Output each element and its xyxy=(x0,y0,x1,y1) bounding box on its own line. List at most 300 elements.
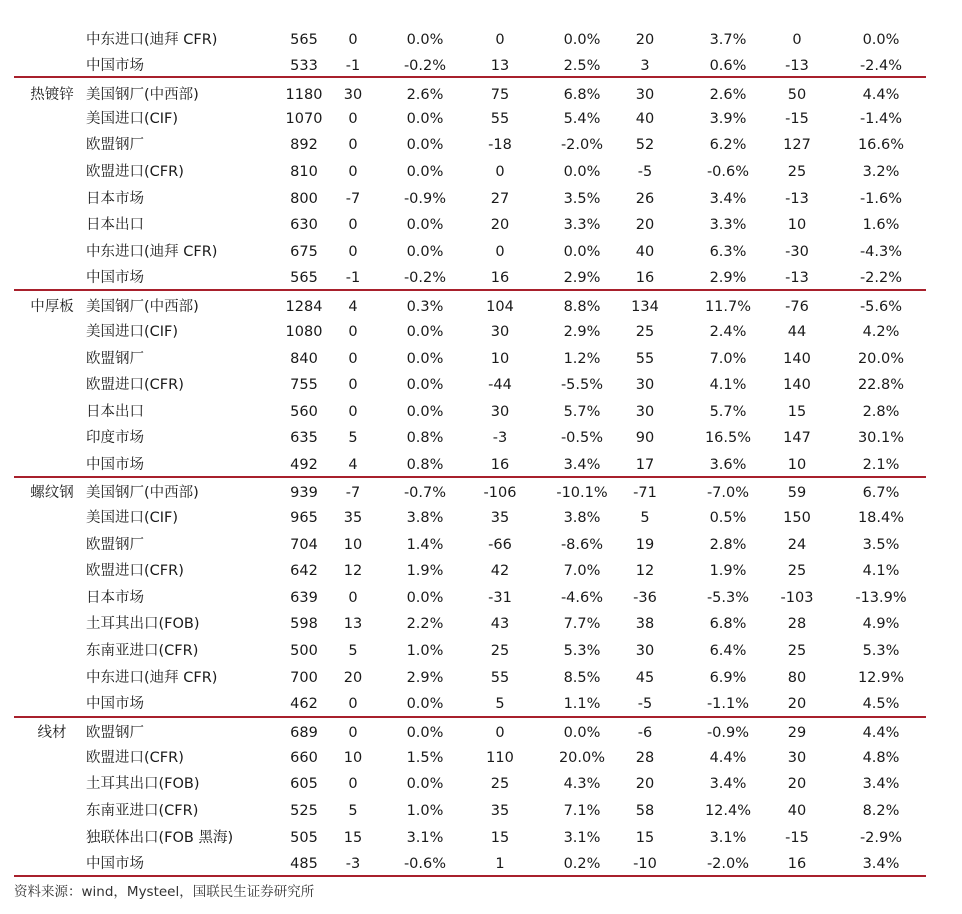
value-cell: 5 xyxy=(348,430,358,446)
value-cell: 45 xyxy=(635,670,655,686)
value-cell: -4.6% xyxy=(560,590,604,606)
value-cell: 810 xyxy=(290,164,318,180)
value-cell: 2.8% xyxy=(862,404,900,420)
value-cell: -66 xyxy=(488,537,512,553)
value-cell: 30 xyxy=(787,750,807,766)
value-cell: 0.0% xyxy=(406,404,444,420)
value-cell: 689 xyxy=(290,725,318,741)
table-row xyxy=(14,532,926,558)
table-row xyxy=(14,425,926,451)
value-cell: -0.2% xyxy=(403,58,447,74)
value-cell: 6.9% xyxy=(709,670,747,686)
value-cell: 7.1% xyxy=(563,803,601,819)
value-cell: 939 xyxy=(290,485,318,501)
value-cell: -5 xyxy=(637,164,653,180)
value-cell: 30 xyxy=(343,87,363,103)
value-cell: 5.7% xyxy=(563,404,601,420)
value-cell: 134 xyxy=(631,299,659,315)
value-cell: -71 xyxy=(633,485,657,501)
value-cell: 6.8% xyxy=(563,87,601,103)
value-cell: 40 xyxy=(635,111,655,127)
value-cell: 0.0% xyxy=(406,324,444,340)
value-cell: 6.3% xyxy=(709,244,747,260)
value-cell: -13 xyxy=(785,191,809,207)
value-cell: 0 xyxy=(348,32,358,48)
value-cell: 4.8% xyxy=(862,750,900,766)
value-cell: 2.9% xyxy=(709,270,747,286)
value-cell: 0 xyxy=(348,137,358,153)
category-label: 热镀锌 xyxy=(30,87,74,103)
value-cell: 0 xyxy=(348,776,358,792)
table-row xyxy=(14,452,926,478)
value-cell: 3.1% xyxy=(563,830,601,846)
value-cell: 35 xyxy=(490,510,510,526)
value-cell: 500 xyxy=(290,643,318,659)
category-label: 线材 xyxy=(37,725,67,741)
market-name: 欧盟进口(CFR) xyxy=(86,563,184,579)
value-cell: 4 xyxy=(348,299,358,315)
value-cell: 104 xyxy=(486,299,514,315)
table-row xyxy=(14,319,926,345)
value-cell: 4.4% xyxy=(709,750,747,766)
value-cell: 0 xyxy=(348,377,358,393)
value-cell: 4.1% xyxy=(862,563,900,579)
value-cell: -8.6% xyxy=(560,537,604,553)
table-row xyxy=(14,611,926,637)
value-cell: 0 xyxy=(348,590,358,606)
table-row xyxy=(14,159,926,185)
value-cell: 13 xyxy=(343,616,363,632)
value-cell: 12.9% xyxy=(857,670,905,686)
value-cell: -106 xyxy=(483,485,517,501)
value-cell: 2.2% xyxy=(406,616,444,632)
table-row xyxy=(14,82,926,108)
value-cell: 892 xyxy=(290,137,318,153)
value-cell: 630 xyxy=(290,217,318,233)
value-cell: 10 xyxy=(490,351,510,367)
value-cell: -1.4% xyxy=(859,111,903,127)
market-name: 欧盟进口(CFR) xyxy=(86,377,184,393)
value-cell: 16.5% xyxy=(704,430,752,446)
value-cell: 4.5% xyxy=(862,696,900,712)
value-cell: 1.4% xyxy=(406,537,444,553)
value-cell: -1 xyxy=(345,58,361,74)
market-name: 欧盟钢厂 xyxy=(86,725,144,741)
value-cell: 0 xyxy=(348,725,358,741)
market-name: 美国进口(CIF) xyxy=(86,510,179,526)
value-cell: 565 xyxy=(290,32,318,48)
value-cell: 3.4% xyxy=(862,856,900,872)
value-cell: 58 xyxy=(635,803,655,819)
value-cell: 533 xyxy=(290,58,318,74)
market-name: 日本市场 xyxy=(86,191,144,207)
value-cell: 127 xyxy=(783,137,811,153)
value-cell: 605 xyxy=(290,776,318,792)
table-row xyxy=(14,186,926,212)
market-name: 土耳其出口(FOB) xyxy=(86,776,200,792)
value-cell: -13 xyxy=(785,58,809,74)
market-name: 中国市场 xyxy=(86,457,144,473)
value-cell: -5 xyxy=(637,696,653,712)
value-cell: -103 xyxy=(780,590,814,606)
market-name: 欧盟钢厂 xyxy=(86,351,144,367)
table-row xyxy=(14,212,926,238)
value-cell: -0.2% xyxy=(403,270,447,286)
value-cell: 25 xyxy=(787,563,807,579)
value-cell: 1.5% xyxy=(406,750,444,766)
value-cell: 3.2% xyxy=(862,164,900,180)
table-row xyxy=(14,771,926,797)
value-cell: 0.0% xyxy=(862,32,900,48)
value-cell: 0.0% xyxy=(406,696,444,712)
value-cell: 639 xyxy=(290,590,318,606)
table-row xyxy=(14,585,926,611)
table-row xyxy=(14,346,926,372)
value-cell: 35 xyxy=(490,803,510,819)
source-note: 资料来源：wind，Mysteel，国联民生证券研究所 xyxy=(14,884,315,900)
value-cell: -5.3% xyxy=(706,590,750,606)
value-cell: 2.9% xyxy=(563,270,601,286)
value-cell: 20.0% xyxy=(857,351,905,367)
value-cell: 10 xyxy=(343,750,363,766)
value-cell: 30 xyxy=(635,377,655,393)
value-cell: 8.2% xyxy=(862,803,900,819)
value-cell: 2.8% xyxy=(709,537,747,553)
value-cell: 642 xyxy=(290,563,318,579)
value-cell: 0 xyxy=(348,696,358,712)
value-cell: 560 xyxy=(290,404,318,420)
value-cell: 5.3% xyxy=(563,643,601,659)
value-cell: 15 xyxy=(635,830,655,846)
value-cell: 0 xyxy=(348,111,358,127)
value-cell: 52 xyxy=(635,137,655,153)
value-cell: 2.6% xyxy=(709,87,747,103)
value-cell: -2.0% xyxy=(560,137,604,153)
value-cell: 0.0% xyxy=(406,217,444,233)
value-cell: 3.7% xyxy=(709,32,747,48)
value-cell: 26 xyxy=(635,191,655,207)
value-cell: 0 xyxy=(348,164,358,180)
value-cell: 3.5% xyxy=(563,191,601,207)
value-cell: -31 xyxy=(488,590,512,606)
value-cell: 10 xyxy=(787,457,807,473)
value-cell: -2.0% xyxy=(706,856,750,872)
value-cell: -4.3% xyxy=(859,244,903,260)
value-cell: 44 xyxy=(787,324,807,340)
value-cell: 3.4% xyxy=(709,191,747,207)
value-cell: 4.4% xyxy=(862,725,900,741)
table-row xyxy=(14,132,926,158)
value-cell: -44 xyxy=(488,377,512,393)
value-cell: 3.9% xyxy=(709,111,747,127)
table-row xyxy=(14,638,926,664)
section-divider xyxy=(14,289,926,291)
value-cell: 1284 xyxy=(285,299,323,315)
section-divider xyxy=(14,875,926,877)
value-cell: 30.1% xyxy=(857,430,905,446)
value-cell: 660 xyxy=(290,750,318,766)
value-cell: -76 xyxy=(785,299,809,315)
value-cell: 30 xyxy=(635,643,655,659)
value-cell: 55 xyxy=(635,351,655,367)
value-cell: 15 xyxy=(343,830,363,846)
value-cell: 492 xyxy=(290,457,318,473)
market-name: 中国市场 xyxy=(86,856,144,872)
table-row xyxy=(14,239,926,265)
value-cell: 38 xyxy=(635,616,655,632)
value-cell: 10 xyxy=(343,537,363,553)
value-cell: 24 xyxy=(787,537,807,553)
value-cell: -2.2% xyxy=(859,270,903,286)
market-name: 欧盟钢厂 xyxy=(86,537,144,553)
value-cell: 0.0% xyxy=(563,32,601,48)
value-cell: 18.4% xyxy=(857,510,905,526)
value-cell: 0.0% xyxy=(406,590,444,606)
value-cell: -5.6% xyxy=(859,299,903,315)
value-cell: -15 xyxy=(785,111,809,127)
value-cell: 6.4% xyxy=(709,643,747,659)
value-cell: 20.0% xyxy=(558,750,606,766)
value-cell: -36 xyxy=(633,590,657,606)
market-name: 中国市场 xyxy=(86,270,144,286)
table-row xyxy=(14,106,926,132)
value-cell: 0.0% xyxy=(406,164,444,180)
value-cell: 635 xyxy=(290,430,318,446)
value-cell: 13 xyxy=(490,58,510,74)
value-cell: 2.9% xyxy=(563,324,601,340)
value-cell: 12.4% xyxy=(704,803,752,819)
value-cell: 59 xyxy=(787,485,807,501)
value-cell: -2.4% xyxy=(859,58,903,74)
value-cell: 3.8% xyxy=(563,510,601,526)
value-cell: 0 xyxy=(495,244,505,260)
value-cell: -1.6% xyxy=(859,191,903,207)
value-cell: 505 xyxy=(290,830,318,846)
value-cell: 22.8% xyxy=(857,377,905,393)
value-cell: 11.7% xyxy=(704,299,752,315)
value-cell: 2.5% xyxy=(563,58,601,74)
value-cell: 0.3% xyxy=(406,299,444,315)
value-cell: 30 xyxy=(635,87,655,103)
value-cell: 0.0% xyxy=(406,32,444,48)
value-cell: 0 xyxy=(348,351,358,367)
value-cell: 1.9% xyxy=(406,563,444,579)
value-cell: 6.8% xyxy=(709,616,747,632)
value-cell: 3.5% xyxy=(862,537,900,553)
value-cell: 12 xyxy=(343,563,363,579)
value-cell: 462 xyxy=(290,696,318,712)
value-cell: 5.7% xyxy=(709,404,747,420)
value-cell: 4.2% xyxy=(862,324,900,340)
value-cell: 30 xyxy=(490,404,510,420)
value-cell: 4.9% xyxy=(862,616,900,632)
value-cell: -0.9% xyxy=(403,191,447,207)
table-row xyxy=(14,798,926,824)
value-cell: 20 xyxy=(635,32,655,48)
value-cell: 16 xyxy=(635,270,655,286)
value-cell: 55 xyxy=(490,111,510,127)
market-name: 中东进口(迪拜 CFR) xyxy=(86,670,218,686)
value-cell: 0 xyxy=(495,725,505,741)
value-cell: 3.3% xyxy=(563,217,601,233)
table-row xyxy=(14,851,926,877)
value-cell: 0.0% xyxy=(406,244,444,260)
value-cell: 1.0% xyxy=(406,803,444,819)
market-name: 日本出口 xyxy=(86,404,144,420)
value-cell: 1 xyxy=(495,856,505,872)
value-cell: 5 xyxy=(348,803,358,819)
value-cell: 42 xyxy=(490,563,510,579)
value-cell: 1080 xyxy=(285,324,323,340)
value-cell: 8.5% xyxy=(563,670,601,686)
value-cell: 3 xyxy=(640,58,650,74)
section-divider xyxy=(14,716,926,718)
value-cell: 1.1% xyxy=(563,696,601,712)
value-cell: -10 xyxy=(633,856,657,872)
value-cell: 0.0% xyxy=(406,351,444,367)
value-cell: 1.2% xyxy=(563,351,601,367)
market-name: 日本出口 xyxy=(86,217,144,233)
market-name: 美国钢厂(中西部) xyxy=(86,485,199,501)
value-cell: -0.6% xyxy=(403,856,447,872)
value-cell: 0 xyxy=(348,404,358,420)
value-cell: 25 xyxy=(787,643,807,659)
section-divider xyxy=(14,76,926,78)
value-cell: 15 xyxy=(787,404,807,420)
value-cell: 16 xyxy=(490,270,510,286)
market-name: 美国钢厂(中西部) xyxy=(86,87,199,103)
value-cell: 16 xyxy=(490,457,510,473)
value-cell: 147 xyxy=(783,430,811,446)
value-cell: 485 xyxy=(290,856,318,872)
value-cell: 2.1% xyxy=(862,457,900,473)
value-cell: 6.7% xyxy=(862,485,900,501)
value-cell: 1180 xyxy=(285,87,323,103)
category-label: 螺纹钢 xyxy=(30,485,74,501)
value-cell: 29 xyxy=(787,725,807,741)
market-name: 欧盟钢厂 xyxy=(86,137,144,153)
value-cell: -18 xyxy=(488,137,512,153)
value-cell: 5 xyxy=(495,696,505,712)
value-cell: 1.6% xyxy=(862,217,900,233)
table-row xyxy=(14,720,926,746)
value-cell: 0.6% xyxy=(709,58,747,74)
value-cell: 0.0% xyxy=(563,164,601,180)
value-cell: 25 xyxy=(635,324,655,340)
value-cell: 3.4% xyxy=(709,776,747,792)
value-cell: 4.1% xyxy=(709,377,747,393)
market-name: 欧盟进口(CFR) xyxy=(86,750,184,766)
value-cell: 0.0% xyxy=(406,111,444,127)
value-cell: -3 xyxy=(492,430,508,446)
value-cell: 30 xyxy=(490,324,510,340)
value-cell: 0.0% xyxy=(406,137,444,153)
value-cell: 25 xyxy=(490,643,510,659)
value-cell: 27 xyxy=(490,191,510,207)
value-cell: 5 xyxy=(640,510,650,526)
market-name: 中东进口(迪拜 CFR) xyxy=(86,244,218,260)
value-cell: 10 xyxy=(787,217,807,233)
value-cell: 0.0% xyxy=(563,725,601,741)
value-cell: 700 xyxy=(290,670,318,686)
value-cell: 7.7% xyxy=(563,616,601,632)
value-cell: 15 xyxy=(490,830,510,846)
section-divider xyxy=(14,476,926,478)
value-cell: 5.3% xyxy=(862,643,900,659)
value-cell: -3 xyxy=(345,856,361,872)
market-name: 土耳其出口(FOB) xyxy=(86,616,200,632)
value-cell: 20 xyxy=(787,696,807,712)
value-cell: 1.9% xyxy=(709,563,747,579)
value-cell: 565 xyxy=(290,270,318,286)
value-cell: -7 xyxy=(345,485,361,501)
value-cell: 20 xyxy=(635,776,655,792)
table-row xyxy=(14,665,926,691)
value-cell: 0.8% xyxy=(406,457,444,473)
value-cell: 0.0% xyxy=(406,377,444,393)
value-cell: 3.4% xyxy=(563,457,601,473)
value-cell: 43 xyxy=(490,616,510,632)
value-cell: -0.9% xyxy=(706,725,750,741)
value-cell: 0 xyxy=(495,32,505,48)
value-cell: -0.6% xyxy=(706,164,750,180)
value-cell: 3.3% xyxy=(709,217,747,233)
value-cell: 800 xyxy=(290,191,318,207)
value-cell: 35 xyxy=(343,510,363,526)
value-cell: 965 xyxy=(290,510,318,526)
value-cell: 3.1% xyxy=(709,830,747,846)
value-cell: 25 xyxy=(787,164,807,180)
value-cell: 40 xyxy=(635,244,655,260)
value-cell: 28 xyxy=(635,750,655,766)
table-row xyxy=(14,691,926,717)
value-cell: 0.8% xyxy=(406,430,444,446)
value-cell: 2.9% xyxy=(406,670,444,686)
value-cell: 2.6% xyxy=(406,87,444,103)
value-cell: 0.0% xyxy=(406,725,444,741)
value-cell: 20 xyxy=(343,670,363,686)
value-cell: -7.0% xyxy=(706,485,750,501)
table-row xyxy=(14,558,926,584)
value-cell: 4.4% xyxy=(862,87,900,103)
value-cell: 8.8% xyxy=(563,299,601,315)
table-row xyxy=(14,27,926,53)
market-name: 美国钢厂(中西部) xyxy=(86,299,199,315)
value-cell: 20 xyxy=(490,217,510,233)
value-cell: 20 xyxy=(635,217,655,233)
value-cell: 0 xyxy=(348,217,358,233)
value-cell: -5.5% xyxy=(560,377,604,393)
value-cell: -13.9% xyxy=(855,590,907,606)
table-row xyxy=(14,294,926,320)
value-cell: 19 xyxy=(635,537,655,553)
value-cell: 0.2% xyxy=(563,856,601,872)
value-cell: 0 xyxy=(792,32,802,48)
table-row xyxy=(14,372,926,398)
value-cell: 3.8% xyxy=(406,510,444,526)
value-cell: 110 xyxy=(486,750,514,766)
value-cell: 840 xyxy=(290,351,318,367)
category-label: 中厚板 xyxy=(30,299,74,315)
value-cell: -2.9% xyxy=(859,830,903,846)
value-cell: 525 xyxy=(290,803,318,819)
value-cell: 16 xyxy=(787,856,807,872)
value-cell: 140 xyxy=(783,351,811,367)
value-cell: 90 xyxy=(635,430,655,446)
value-cell: 55 xyxy=(490,670,510,686)
value-cell: 17 xyxy=(635,457,655,473)
value-cell: -0.7% xyxy=(403,485,447,501)
